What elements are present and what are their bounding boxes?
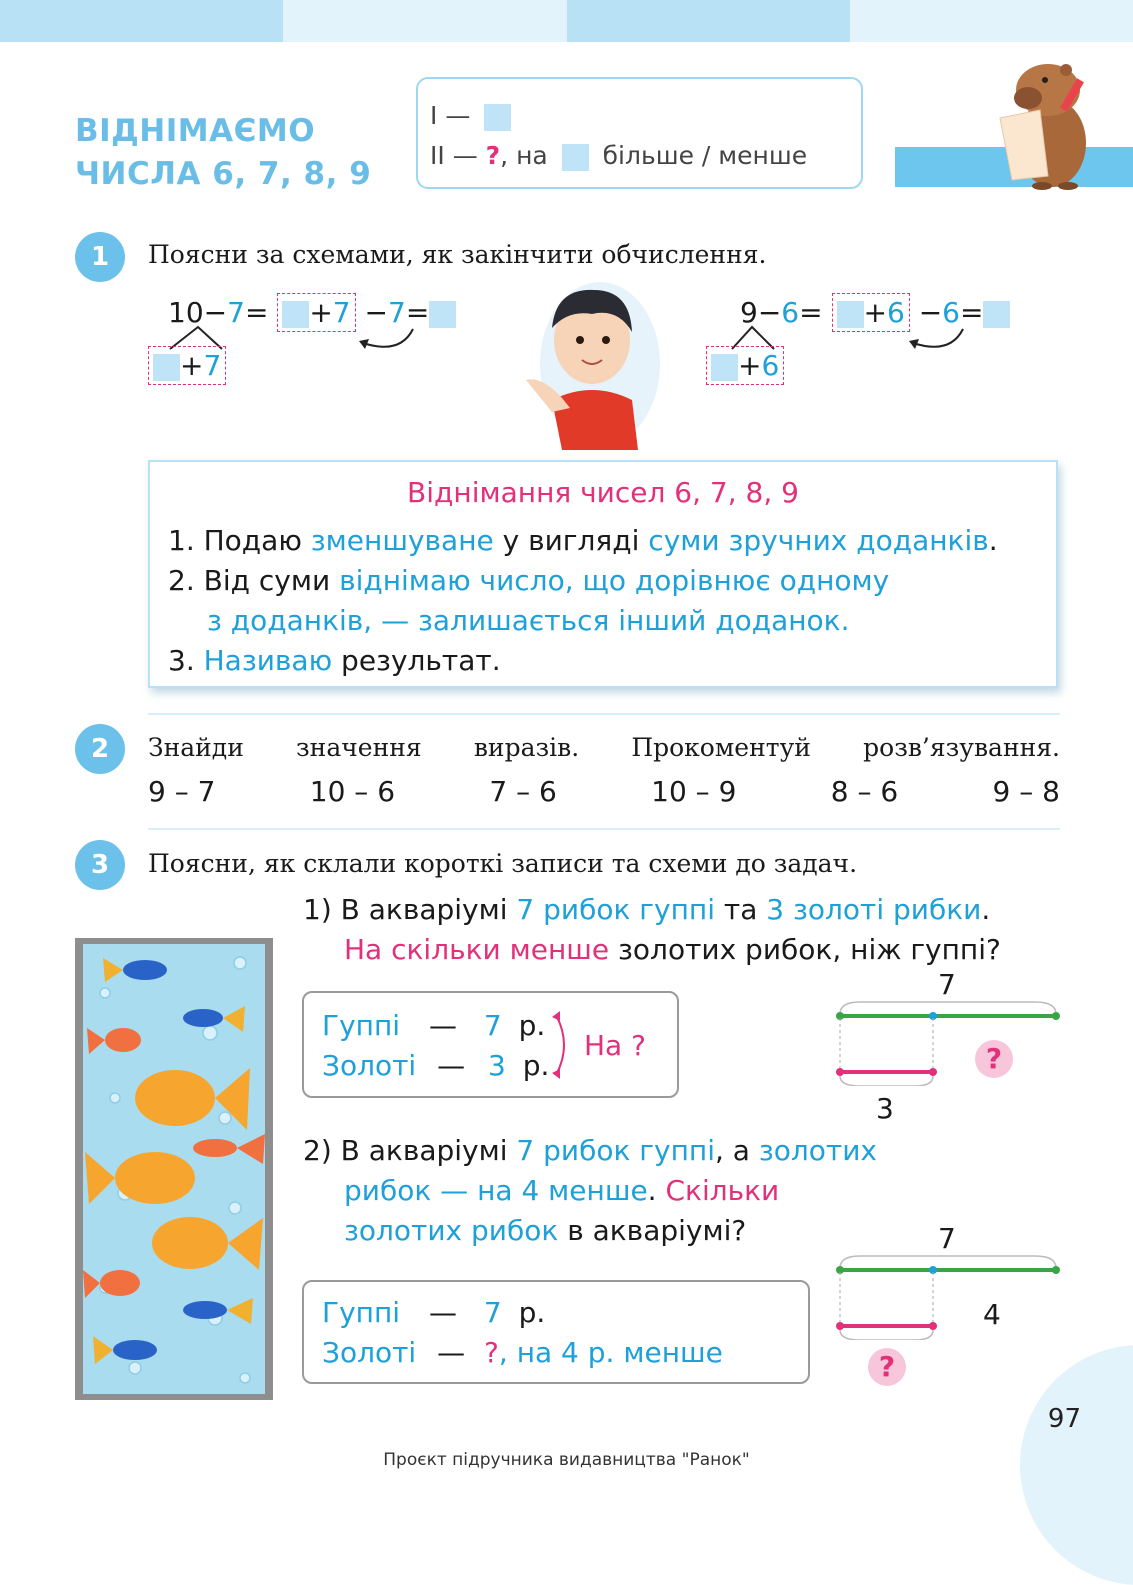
expression: 9 – 8 <box>992 775 1060 808</box>
record-value: 3 <box>488 1049 506 1082</box>
rule-title: Віднімання чисел 6, 7, 8, 9 <box>407 476 799 509</box>
top-stripe-segment-3 <box>567 0 850 42</box>
problem-2-line-1 <box>303 1131 877 1171</box>
task-3-instruction: Поясни, як склали короткі записи та схеми до задач. <box>148 849 858 878</box>
answer-square[interactable] <box>983 301 1010 328</box>
diagram-total-label: 7 <box>938 968 956 1001</box>
problem-1-line-2 <box>344 930 1001 970</box>
lesson-title-line1: ВІДНІМАЄМО <box>75 113 316 149</box>
divider <box>148 713 1060 715</box>
lesson-title <box>75 110 371 196</box>
aquarium-fish-illustration <box>75 938 273 1400</box>
segment-diagram-1 <box>830 966 1060 1126</box>
short-record-legend <box>416 77 863 189</box>
segment-diagram-2 <box>830 1220 1060 1395</box>
rule-box <box>148 460 1058 688</box>
record-value: 7 <box>483 1296 502 1329</box>
rule-line-3 <box>168 644 501 677</box>
record-dash: — <box>437 1049 466 1082</box>
question-mark-badge: ? <box>975 1040 1013 1078</box>
curved-arrow-right <box>905 325 975 353</box>
question-mark: ? <box>485 141 501 170</box>
legend-more-less: більше / менше <box>602 141 808 170</box>
plus-sign: + <box>738 349 762 382</box>
page-number: 97 <box>1047 1404 1081 1434</box>
sum-box <box>832 293 910 332</box>
lesson-title-line2: ЧИСЛА 6, 7, 8, 9 <box>75 156 372 192</box>
problem-highlight: золотих рибок <box>344 1214 559 1247</box>
rule-text: результат. <box>332 644 501 677</box>
problem-text: . <box>981 893 991 926</box>
publisher-footer: Проєкт підручника видавництва "Ранок" <box>383 1450 750 1470</box>
record-dash: — <box>437 1336 466 1369</box>
segment-lines <box>830 996 1060 1086</box>
placeholder-square <box>484 104 511 131</box>
equals-sign: = <box>405 296 430 329</box>
record-row <box>322 1296 545 1329</box>
problem-text: 1) В акваріумі <box>303 893 517 926</box>
split-sum-box <box>706 346 784 385</box>
rule-text: 1. Подаю <box>168 524 311 557</box>
rule-highlight: віднімаю число, що дорівнює одному <box>339 564 890 597</box>
sum-box <box>277 293 355 332</box>
problem-text: золотих рибок, ніж гуппі? <box>609 933 1001 966</box>
equals-sign: = <box>244 296 269 329</box>
legend-label-1: І — <box>430 101 471 130</box>
diagram-total-label: 7 <box>938 1222 956 1255</box>
question-mark-badge: ? <box>868 1348 906 1386</box>
problem-highlight: рибок — на 4 менше <box>344 1174 648 1207</box>
top-stripe-segment-4 <box>850 0 1133 42</box>
minus-sign: − <box>918 296 943 329</box>
split-box-left <box>148 346 226 385</box>
problem-highlight: 7 рибок гуппі <box>516 1134 715 1167</box>
record-unit: р. <box>522 1049 550 1082</box>
addend: 7 <box>332 296 351 329</box>
capybara-mascot-illustration <box>990 48 1110 190</box>
record-question: ? <box>484 1336 499 1369</box>
subtrahend: 6 <box>942 296 960 329</box>
expressions-row <box>148 775 1060 808</box>
record-name: Гуппі <box>322 1009 401 1042</box>
rule-text: 2. Від суми <box>168 564 340 597</box>
placeholder-square <box>562 144 589 171</box>
rule-line-2 <box>168 564 889 597</box>
addend: 6 <box>761 349 780 382</box>
minus-sign: − <box>203 296 228 329</box>
task-number-badge: 1 <box>75 232 125 282</box>
task-2-instruction: Знайди значення виразів. Прокоментуй розв’язування. <box>148 733 1060 762</box>
divider <box>148 828 1060 830</box>
problem-highlight: золотих <box>758 1134 877 1167</box>
task-number-badge: 3 <box>75 840 125 890</box>
minus-sign: − <box>757 296 782 329</box>
legend-line-2 <box>430 141 807 171</box>
problem-2-line-2 <box>344 1171 779 1211</box>
problem-question-highlight: Скільки <box>656 1174 780 1207</box>
subtrahend: 7 <box>387 296 406 329</box>
problem-text: в акваріумі? <box>558 1214 747 1247</box>
answer-square[interactable] <box>282 301 309 328</box>
legend-label-2: ІІ — <box>430 141 478 170</box>
comparison-brace-arrow <box>550 1009 574 1081</box>
subtrahend: 7 <box>227 296 245 329</box>
short-record-box-2 <box>302 1280 810 1384</box>
short-record-box-1 <box>302 991 679 1098</box>
plus-sign: + <box>309 296 333 329</box>
rule-text: у вигляді <box>493 524 649 557</box>
record-row <box>322 1049 549 1082</box>
record-name: Золоті <box>322 1049 417 1082</box>
segment-lines <box>830 1250 1060 1340</box>
minus-sign: − <box>364 296 388 329</box>
minuend: 9 <box>740 296 758 329</box>
answer-square[interactable] <box>837 301 864 328</box>
top-stripe-segment-1 <box>0 0 283 42</box>
subtrahend: 6 <box>781 296 800 329</box>
record-unit: р. <box>518 1296 546 1329</box>
split-sum-box <box>148 346 226 385</box>
record-row <box>322 1336 723 1369</box>
problem-question-highlight: На скільки менше <box>344 933 610 966</box>
record-dash: — <box>428 1009 457 1042</box>
problem-text: . <box>647 1174 657 1207</box>
record-name: Гуппі <box>322 1296 401 1329</box>
expression: 10 – 6 <box>309 775 396 808</box>
plus-sign: + <box>863 296 887 329</box>
problem-text: , а <box>714 1134 759 1167</box>
answer-square[interactable] <box>153 354 180 381</box>
comparison-label: На ? <box>584 1029 646 1062</box>
rule-text: 3. <box>168 644 204 677</box>
legend-na: , на <box>500 141 548 170</box>
addend: 6 <box>886 296 905 329</box>
rule-highlight: зменшуване <box>310 524 494 557</box>
problem-2-line-3 <box>344 1211 746 1251</box>
minuend: 10 <box>168 296 204 329</box>
expression: 8 – 6 <box>830 775 899 808</box>
diagram-difference-label: 4 <box>983 1298 1001 1331</box>
expression: 9 – 7 <box>148 775 216 808</box>
addend: 7 <box>203 349 222 382</box>
rule-text: . <box>988 524 998 557</box>
problem-highlight: 7 рибок гуппі <box>516 893 715 926</box>
record-name: Золоті <box>322 1336 417 1369</box>
record-value: 7 <box>483 1009 502 1042</box>
task-number-badge: 2 <box>75 724 125 774</box>
curved-arrow-left <box>355 325 425 353</box>
expression: 7 – 6 <box>489 775 557 808</box>
rule-highlight: суми зручних доданків <box>648 524 989 557</box>
equals-sign: = <box>960 296 984 329</box>
diagram-part-label: 3 <box>876 1092 894 1125</box>
plus-sign: + <box>180 349 204 382</box>
problem-text: та <box>714 893 767 926</box>
record-unit: р. <box>518 1009 546 1042</box>
answer-square[interactable] <box>429 301 456 328</box>
record-value: , на 4 р. менше <box>498 1336 723 1369</box>
top-stripe-segment-2 <box>283 0 567 42</box>
split-box-right <box>706 346 784 385</box>
expression: 10 – 9 <box>651 775 737 808</box>
problem-text: 2) В акваріумі <box>303 1134 517 1167</box>
task-1-instruction: Поясни за схемами, як закінчити обчислення. <box>148 240 767 269</box>
problem-highlight: 3 золоті рибки <box>766 893 982 926</box>
record-row <box>322 1009 545 1042</box>
answer-square[interactable] <box>711 354 738 381</box>
legend-line-1 <box>430 101 511 131</box>
equals-sign: = <box>799 296 823 329</box>
rule-line-2-continued: з доданків, — залишається інший доданок. <box>207 604 850 637</box>
rule-highlight: Називаю <box>203 644 333 677</box>
boy-pointing-illustration <box>522 280 664 452</box>
problem-1-line-1 <box>303 890 990 930</box>
rule-line-1 <box>168 524 998 557</box>
record-dash: — <box>428 1296 457 1329</box>
